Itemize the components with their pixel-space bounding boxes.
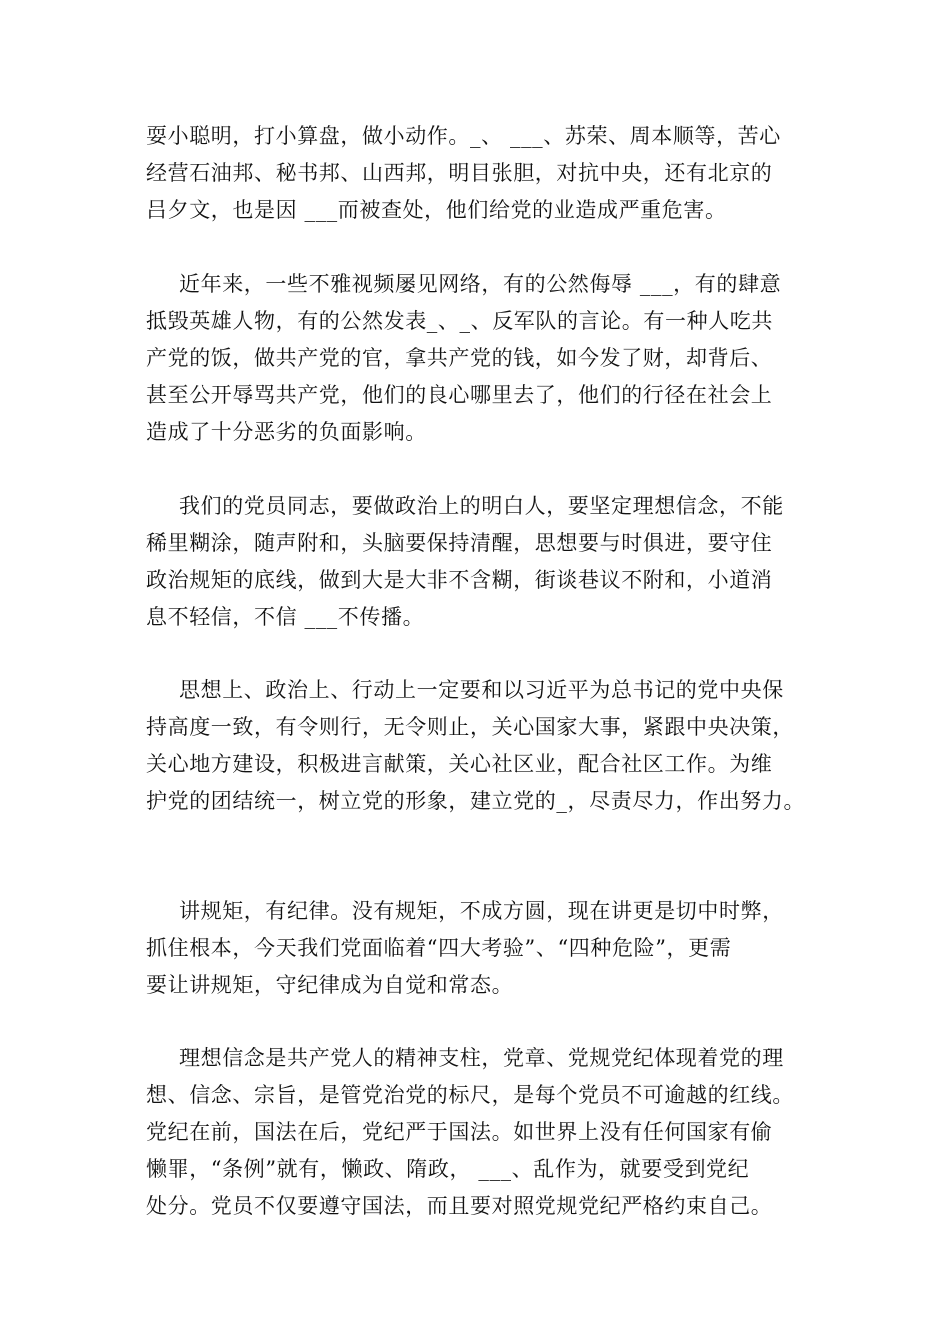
text-line: 我们的党员同志，要做政治上的明白人，要坚定理想信念，不能 bbox=[179, 494, 784, 518]
text-line: 稀里糊涂，随声附和，头脑要保持清醒，思想要与时俱进，要守住 bbox=[146, 531, 773, 555]
text-line: 持高度一致，有令则行，无令则止，关心国家大事，紧跟中央决策， bbox=[146, 715, 794, 739]
text-line: 党纪在前，国法在后，党纪严于国法。如世界上没有任何国家有偷 bbox=[146, 1120, 773, 1144]
paragraph-4 bbox=[146, 672, 846, 820]
text-line: 吕夕文，也是因 ___而被查处，他们给党的业造成严重危害。 bbox=[146, 198, 727, 222]
text-line: 抓住根本，今天我们党面临着“四大考验”、“四种危险”，更需 bbox=[146, 936, 732, 960]
text-line: 想、信念、宗旨，是管党治党的标尺，是每个党员不可逾越的红线。 bbox=[146, 1083, 794, 1107]
paragraph-2 bbox=[146, 266, 846, 451]
text-line: 理想信念是共产党人的精神支柱，党章、党规党纪体现着党的理 bbox=[179, 1046, 784, 1070]
paragraph-3 bbox=[146, 488, 846, 636]
paragraph-6 bbox=[146, 1040, 846, 1225]
text-line: 甚至公开辱骂共产党，他们的良心哪里去了，他们的行径在社会上 bbox=[146, 383, 773, 407]
text-line: 要让讲规矩，守纪律成为自觉和常态。 bbox=[146, 973, 514, 997]
text-line: 懒罪，“条例”就有，懒政、隋政， ___、乱作为，就要受到党纪 bbox=[146, 1157, 750, 1181]
paragraph-5 bbox=[146, 893, 846, 1004]
text-line: 造成了十分恶劣的负面影响。 bbox=[146, 420, 427, 444]
text-line: 处分。党员不仅要遵守国法，而且要对照党规党纪严格约束自己。 bbox=[146, 1194, 773, 1218]
text-line: 耍小聪明，打小算盘，做小动作。_、 ___、苏荣、周本顺等，苦心 bbox=[146, 124, 781, 148]
paragraph-1 bbox=[146, 118, 846, 229]
text-line: 抵毁英雄人物，有的公然发表_、_、反军队的言论。有一种人吃共 bbox=[146, 309, 773, 333]
text-line: 政治规矩的底线，做到大是大非不含糊，街谈巷议不附和，小道消 bbox=[146, 568, 773, 592]
text-line: 近年来，一些不雅视频屡见网络，有的公然侮辱 ___，有的肆意 bbox=[179, 272, 782, 296]
text-line: 经营石油邦、秘书邦、山西邦，明目张胆，对抗中央，还有北京的 bbox=[146, 161, 773, 185]
text-line: 息不轻信，不信 ___不传播。 bbox=[146, 605, 425, 629]
text-line: 产党的饭，做共产党的官，拿共产党的钱，如今发了财，却背后、 bbox=[146, 346, 773, 370]
text-line: 关心地方建设，积极进言献策，关心社区业，配合社区工作。为维 bbox=[146, 752, 773, 776]
text-line: 讲规矩，有纪律。没有规矩，不成方圆，现在讲更是切中时弊， bbox=[179, 899, 784, 923]
text-line: 护党的团结统一，树立党的形象，建立党的_，尽责尽力，作出努力。 bbox=[146, 789, 806, 813]
text-line: 思想上、政治上、行动上一定要和以习近平为总书记的党中央保 bbox=[179, 678, 784, 702]
